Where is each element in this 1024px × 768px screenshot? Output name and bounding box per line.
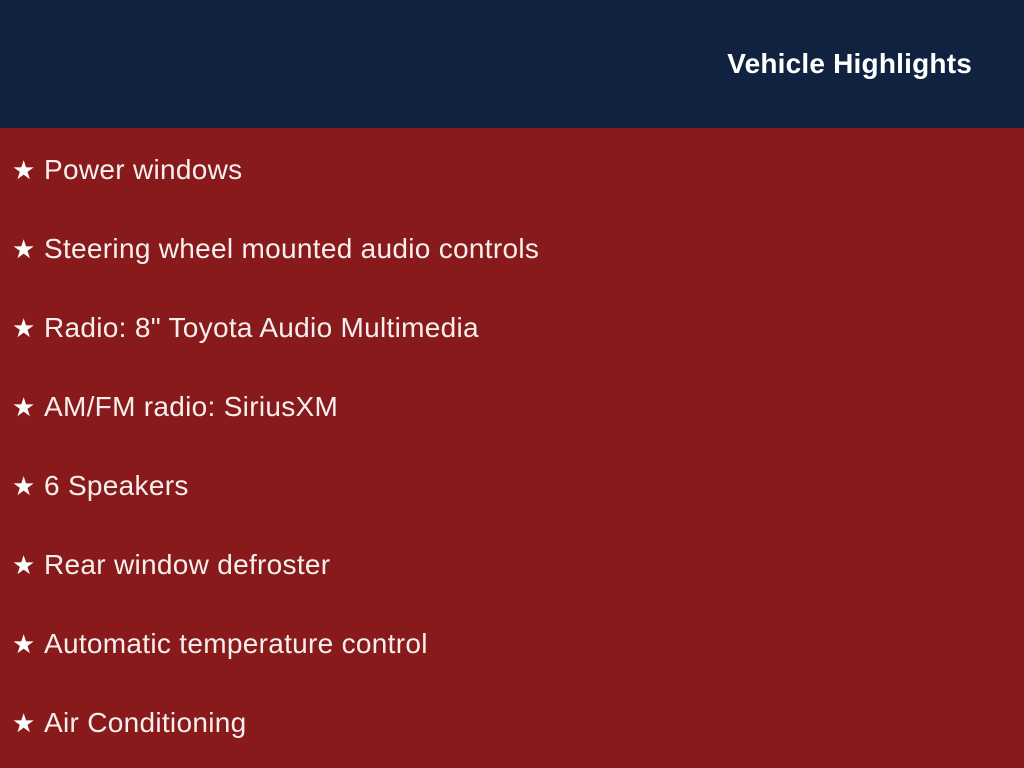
list-item xyxy=(12,130,1024,209)
highlight-text: Air Conditioning xyxy=(44,706,247,738)
star-bullet-icon: ★ xyxy=(12,628,36,659)
highlight-text: Rear window defroster xyxy=(44,548,331,580)
list-item xyxy=(12,604,1024,683)
highlights-list xyxy=(0,128,1024,762)
list-item xyxy=(12,683,1024,762)
star-bullet-icon: ★ xyxy=(12,707,36,738)
list-item xyxy=(12,525,1024,604)
header-bar xyxy=(0,0,1024,128)
highlight-text: Radio: 8" Toyota Audio Multimedia xyxy=(44,311,479,343)
star-bullet-icon: ★ xyxy=(12,233,36,264)
star-bullet-icon: ★ xyxy=(12,154,36,185)
highlight-text: Automatic temperature control xyxy=(44,627,428,659)
list-item xyxy=(12,288,1024,367)
highlight-text: AM/FM radio: SiriusXM xyxy=(44,390,339,422)
highlights-body xyxy=(0,128,1024,768)
star-bullet-icon: ★ xyxy=(12,549,36,580)
star-bullet-icon: ★ xyxy=(12,312,36,343)
list-item xyxy=(12,446,1024,525)
star-bullet-icon: ★ xyxy=(12,391,36,422)
highlight-text: Steering wheel mounted audio controls xyxy=(44,232,540,264)
star-bullet-icon: ★ xyxy=(12,470,36,501)
list-item xyxy=(12,367,1024,446)
list-item xyxy=(12,209,1024,288)
page-title: Vehicle Highlights xyxy=(727,48,972,79)
highlight-text: 6 Speakers xyxy=(44,469,189,501)
highlight-text: Power windows xyxy=(44,153,243,185)
